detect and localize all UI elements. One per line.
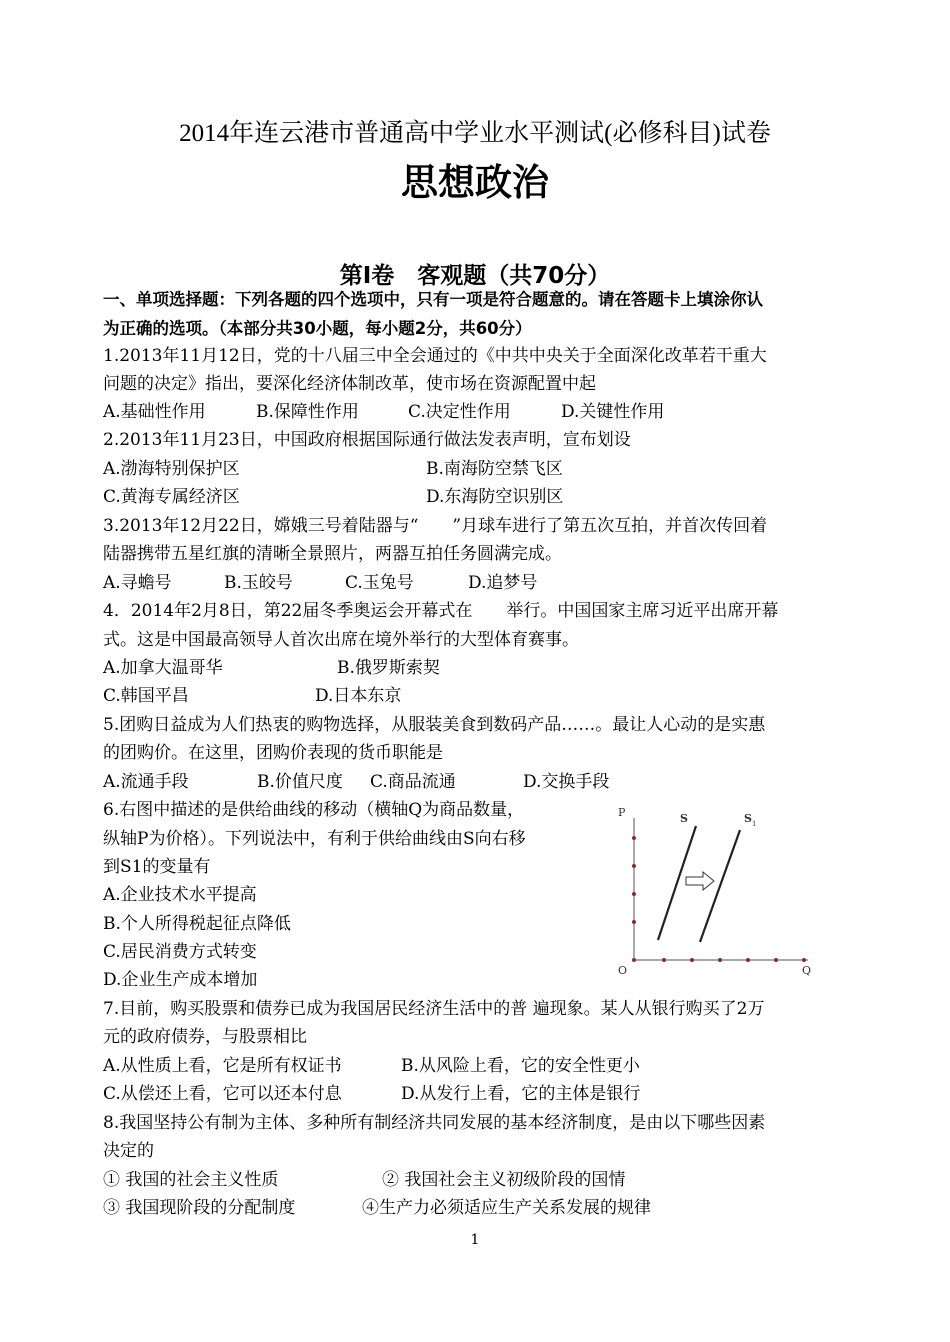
axis-dot: [690, 958, 694, 962]
q5-option-a: A.流通手段: [103, 772, 189, 792]
q5-stem-line-2: 的团购价。在这里，团购价表现的货币职能是: [103, 743, 443, 763]
q5-stem-line-1: 5.团购日益成为人们热衷的购物选择，从服装美食到数码产品……。最让人心动的是实惠: [103, 715, 766, 735]
p-label: P: [618, 806, 626, 819]
q3-option-c: C.玉兔号: [345, 573, 414, 593]
q8-choice-4: ④生产力必须适应生产关系发展的规律: [362, 1198, 651, 1218]
q1-stem-line-1: 1.2013年11月12日，党的十八届三中全会通过的《中共中央关于全面深化改革若干重大: [103, 346, 767, 366]
q-label: Q: [802, 964, 812, 977]
s1-subscript: 1: [752, 820, 757, 828]
q7-option-a: A.从性质上看，它是所有权证书: [103, 1056, 342, 1076]
q4-option-d: D.日本东京: [315, 686, 402, 706]
q1-option-c: C.决定性作用: [408, 402, 511, 422]
q2-option-a: A.渤海特别保护区: [103, 459, 240, 479]
q3-stem-line-2: 陆器携带五星红旗的清晰全景照片，两器互拍任务圆满完成。: [103, 544, 562, 564]
q4-option-a: A.加拿大温哥华: [103, 658, 223, 678]
instruction-line-1: 一、单项选择题：下列各题的四个选项中，只有一项是符合题意的。请在答题卡上填涂你认: [103, 290, 763, 309]
q4-stem-line-1: 4．2014年2月8日，第22届冬季奥运会开幕式在 举行。中国国家主席习近平出席开幕: [103, 601, 779, 621]
q6-stem-line-1: 6.右图中描述的是供给曲线的移动（横轴Q为商品数量，: [103, 800, 525, 820]
q5-option-c: C.商品流通: [370, 772, 456, 792]
q2-option-b: B.南海防空禁飞区: [426, 459, 563, 479]
q6-option-b: B.个人所得税起征点降低: [103, 914, 291, 934]
q1-option-d: D.关键性作用: [561, 402, 665, 422]
q1-option-b: B.保障性作用: [256, 402, 359, 422]
q6-option-c: C.居民消费方式转变: [103, 942, 257, 962]
q3-stem-line-1: 3.2013年12月22日，嫦娥三号着陆器与“ ”月球车进行了第五次互拍，并首次传回着: [103, 516, 768, 536]
shift-arrow-icon: [686, 872, 714, 890]
axis-dot: [802, 958, 806, 962]
q6-stem-line-2: 纵轴P为价格）。下列说法中，有利于供给曲线由S向右移: [103, 829, 526, 849]
q4-stem-line-2: 式。这是中国最高领导人首次出席在境外举行的大型体育赛事。: [103, 630, 579, 650]
q8-choice-3: ③ 我国现阶段的分配制度: [103, 1198, 296, 1218]
q2-stem-line-1: 2.2013年11月23日，中国政府根据国际通行做法发表声明，宣布划设: [103, 430, 631, 450]
q7-option-d: D.从发行上看，它的主体是银行: [401, 1084, 641, 1104]
subject-title: 思想政治: [401, 161, 549, 204]
q8-stem-line-1: 8.我国坚持公有制为主体、多种所有制经济共同发展的基本经济制度，是由以下哪些因素: [103, 1113, 766, 1133]
q3-option-a: A.寻蟾号: [103, 573, 172, 593]
s-label: S: [680, 812, 688, 825]
axis-dot: [632, 892, 636, 896]
q7-stem-line-1: 7.目前，购买股票和债券已成为我国居民经济生活中的普 遍现象。某人从银行购买了2万: [103, 999, 765, 1019]
q2-option-c: C.黄海专属经济区: [103, 487, 240, 507]
instruction-line-2: 为正确的选项。（本部分共30小题，每小题2分，共60分）: [103, 319, 532, 338]
axis-dot: [632, 836, 636, 840]
q8-choice-2: ② 我国社会主义初级阶段的国情: [382, 1170, 626, 1190]
page-number: 1: [470, 1232, 480, 1248]
q8-stem-line-2: 决定的: [103, 1141, 154, 1161]
q6-option-d: D.企业生产成本增加: [103, 970, 258, 990]
q7-option-b: B.从风险上看，它的安全性更小: [401, 1056, 640, 1076]
q6-option-a: A.企业技术水平提高: [103, 885, 257, 905]
supply-curve-s1: [700, 830, 740, 942]
q5-option-b: B.价值尺度: [257, 772, 343, 792]
q7-stem-line-2: 元的政府债券，与股票相比: [103, 1027, 307, 1047]
s1-label: S: [744, 812, 752, 825]
q6-stem-line-3: 到S1的变量有: [103, 857, 211, 877]
supply-curve-s: [658, 826, 696, 940]
q3-option-d: D.追梦号: [468, 573, 538, 593]
section-title: 第Ⅰ卷 客观题（共70分）: [339, 263, 611, 289]
axis-dot: [632, 958, 636, 962]
exam-title: 2014年连云港市普通高中学业水平测试(必修科目)试卷: [179, 120, 771, 147]
axis-dot: [632, 920, 636, 924]
q7-option-c: C.从偿还上看，它可以还本付息: [103, 1084, 342, 1104]
q5-option-d: D.交换手段: [523, 772, 610, 792]
q3-option-b: B.玉皎号: [224, 573, 293, 593]
axis-dot: [632, 864, 636, 868]
q4-option-b: B.俄罗斯索契: [337, 658, 440, 678]
q8-choice-1: ① 我国的社会主义性质: [103, 1170, 279, 1190]
axis-dot: [774, 958, 778, 962]
axis-dot: [662, 958, 666, 962]
axis-dot: [746, 958, 750, 962]
axis-dot: [718, 958, 722, 962]
q2-option-d: D.东海防空识别区: [426, 487, 564, 507]
q1-stem-line-2: 问题的决定》指出，要深化经济体制改革，使市场在资源配置中起: [103, 374, 596, 394]
o-label: O: [618, 964, 628, 977]
supply-curve-diagram: [608, 798, 818, 978]
q4-option-c: C.韩国平昌: [103, 686, 189, 706]
q1-option-a: A.基础性作用: [103, 402, 206, 422]
